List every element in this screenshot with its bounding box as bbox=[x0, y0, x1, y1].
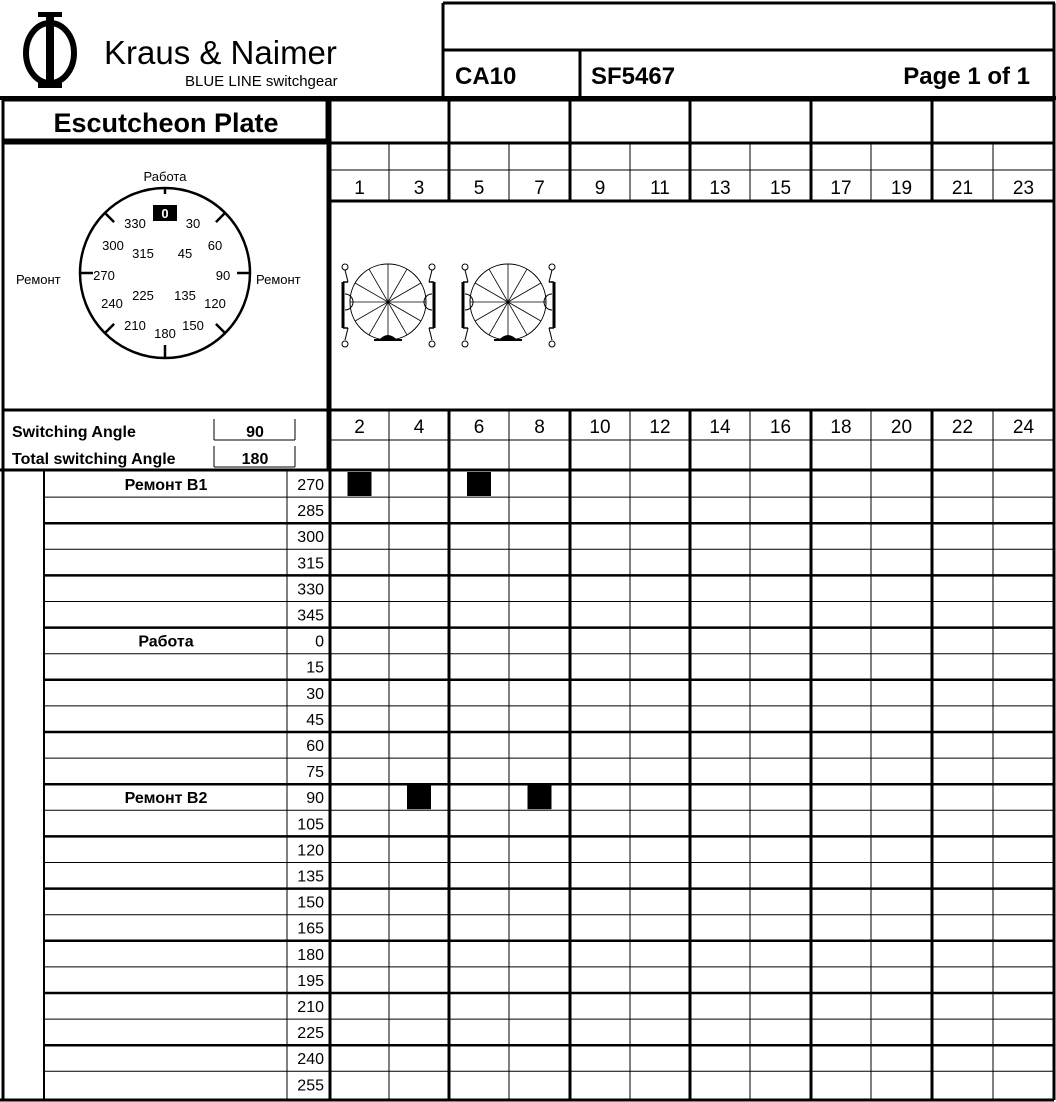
position-angle: 210 bbox=[297, 999, 324, 1016]
dial-angle-label: 300 bbox=[102, 238, 124, 253]
position-angle: 75 bbox=[306, 764, 324, 782]
terminal-number-top: 17 bbox=[830, 178, 852, 199]
dial-tick bbox=[216, 324, 225, 333]
terminal-number-top: 21 bbox=[951, 178, 974, 199]
drawing-number: SF5467 bbox=[591, 63, 676, 90]
dial-tick bbox=[216, 213, 225, 222]
dial-angle-label: 315 bbox=[132, 246, 154, 261]
product-code: CA10 bbox=[455, 63, 517, 90]
position-angle: 330 bbox=[297, 581, 324, 599]
switching-angle-value: 90 bbox=[246, 424, 264, 441]
position-angle: 45 bbox=[306, 711, 324, 729]
closed-contact-marker bbox=[528, 785, 552, 809]
terminal-number-top: 7 bbox=[534, 178, 545, 199]
terminal-number-top: 13 bbox=[709, 178, 731, 199]
dial-angle-label: 135 bbox=[174, 288, 196, 303]
position-angle: 240 bbox=[297, 1051, 324, 1069]
section-title: Escutcheon Plate bbox=[53, 108, 279, 138]
contact-symbols bbox=[342, 264, 555, 347]
terminal-number-bottom: 24 bbox=[1012, 417, 1035, 438]
closed-contact-marker bbox=[348, 472, 372, 496]
position-angle: 195 bbox=[297, 972, 324, 990]
cam-contact-unit bbox=[462, 264, 555, 347]
dial-angle-label: 90 bbox=[215, 268, 231, 283]
terminal-number-top: 1 bbox=[354, 178, 365, 199]
dial-angle-label: 225 bbox=[132, 288, 154, 303]
position-angle: 60 bbox=[306, 738, 324, 755]
terminal-number-top: 9 bbox=[594, 178, 606, 199]
terminal-number-bottom: 6 bbox=[473, 417, 485, 438]
dial-tick bbox=[105, 324, 114, 333]
terminal-number-bottom: 14 bbox=[709, 417, 731, 438]
position-angle: 270 bbox=[297, 477, 324, 494]
dial-left-label: Ремонт bbox=[16, 272, 61, 287]
dial-active-position: 0 bbox=[161, 206, 169, 221]
dial-angle-label: 270 bbox=[93, 268, 115, 283]
dial-angle-label: 240 bbox=[101, 296, 123, 311]
position-angle: 315 bbox=[297, 555, 324, 573]
company-logo bbox=[26, 12, 74, 88]
terminal-number-top: 5 bbox=[473, 178, 485, 199]
position-angle: 15 bbox=[306, 659, 324, 677]
dial-angle-label: 180 bbox=[154, 326, 176, 341]
logo-tagline: BLUE LINE switchgear bbox=[185, 73, 338, 90]
position-angle: 120 bbox=[297, 842, 324, 860]
terminal-number-top: 23 bbox=[1012, 178, 1035, 199]
terminal-number-bottom: 20 bbox=[890, 417, 913, 438]
escutcheon-frame bbox=[3, 98, 328, 1100]
position-angle: 0 bbox=[315, 633, 324, 651]
position-angle: 105 bbox=[297, 816, 324, 834]
position-angle: 150 bbox=[297, 894, 324, 912]
dial-right-label: Ремонт bbox=[256, 272, 301, 287]
dial-top-label: Работа bbox=[143, 169, 187, 184]
page-indicator: Page 1 of 1 bbox=[903, 63, 1030, 90]
terminal-number-top: 11 bbox=[650, 178, 670, 199]
position-angle: 345 bbox=[297, 607, 324, 625]
closed-contact-marker bbox=[467, 472, 491, 496]
dial-angle-label: 30 bbox=[185, 216, 201, 231]
position-angle: 180 bbox=[297, 946, 324, 964]
terminal-number-top: 3 bbox=[413, 178, 425, 199]
terminal-number-bottom: 12 bbox=[649, 417, 671, 438]
switching-angle-label: Switching Angle bbox=[12, 424, 136, 441]
logo-company-name: Kraus & Naimer bbox=[104, 34, 337, 71]
position-label: Работа bbox=[138, 633, 194, 651]
dial-tick bbox=[105, 213, 114, 222]
dial-angle-label: 150 bbox=[182, 318, 204, 333]
terminal-number-bottom: 4 bbox=[413, 417, 425, 438]
terminal-number-bottom: 18 bbox=[830, 417, 852, 438]
dial-angle-label: 120 bbox=[204, 296, 226, 311]
terminal-number-bottom: 2 bbox=[354, 417, 365, 438]
position-angle: 285 bbox=[297, 503, 324, 521]
terminal-number-top: 15 bbox=[769, 178, 792, 199]
terminal-number-bottom: 10 bbox=[589, 417, 611, 438]
position-label: Ремонт B2 bbox=[124, 790, 208, 808]
closed-contact-marker bbox=[407, 785, 431, 809]
terminal-number-bottom: 8 bbox=[534, 417, 545, 438]
position-angle: 135 bbox=[297, 868, 324, 886]
position-angle: 90 bbox=[306, 790, 324, 808]
dial-angle-label: 60 bbox=[207, 238, 223, 253]
position-angle: 30 bbox=[306, 685, 324, 703]
position-label: Ремонт B1 bbox=[124, 477, 208, 494]
cam-contact-unit bbox=[342, 264, 435, 347]
position-angle: 255 bbox=[297, 1077, 324, 1095]
position-angle: 165 bbox=[297, 920, 324, 938]
total-switching-angle-label: Total switching Angle bbox=[12, 451, 176, 468]
terminal-number-top: 19 bbox=[890, 178, 913, 199]
position-angle: 225 bbox=[297, 1025, 324, 1043]
terminal-number-bottom: 22 bbox=[951, 417, 974, 438]
total-switching-angle-value: 180 bbox=[241, 451, 269, 468]
dial-angle-label: 330 bbox=[124, 216, 146, 231]
dial-angle-label: 210 bbox=[124, 318, 146, 333]
position-angle: 300 bbox=[297, 529, 324, 547]
dial-angle-label: 45 bbox=[177, 246, 193, 261]
terminal-number-bottom: 16 bbox=[769, 417, 792, 438]
